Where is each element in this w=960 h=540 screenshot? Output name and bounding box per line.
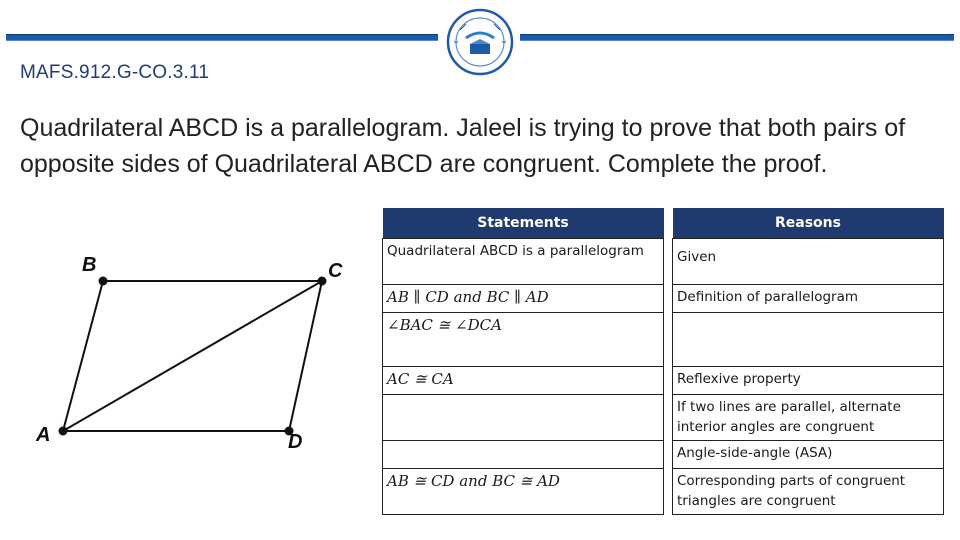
label-d: D [288, 431, 303, 453]
reason-cell: Corresponding parts of congruent triangles are congruent [673, 469, 944, 515]
parallelogram-diagram [30, 245, 360, 460]
reason-cell: Reflexive property [673, 367, 944, 395]
header-rule-right [520, 34, 954, 41]
statement-cell: AB ≅ CD and BC ≅ AD [383, 469, 664, 515]
label-c: C [328, 260, 343, 282]
statement-cell: AB ∥ CD and BC ∥ AD [383, 285, 664, 313]
proof-row [383, 469, 944, 515]
row-gap [664, 313, 673, 367]
row-gap [664, 469, 673, 515]
proof-table [382, 208, 944, 515]
proof-row [383, 313, 944, 367]
side-cd [289, 281, 322, 431]
standard-code: MAFS.912.G-CO.3.11 [20, 62, 210, 83]
vertex-c [318, 277, 327, 286]
proof-row [383, 239, 944, 285]
row-gap [664, 285, 673, 313]
proof-row [383, 367, 944, 395]
reason-cell: Definition of parallelogram [673, 285, 944, 313]
statements-header: Statements [383, 208, 664, 239]
vertex-b [99, 277, 108, 286]
statement-cell: Quadrilateral ABCD is a parallelogram [383, 239, 664, 285]
proof-header-row [383, 208, 944, 239]
row-gap [664, 441, 673, 469]
row-gap [664, 239, 673, 285]
side-ab [63, 281, 103, 431]
header-gap [664, 208, 673, 239]
statement-cell-blank[interactable] [383, 441, 664, 469]
diagonal-ac [63, 281, 322, 431]
proof-row [383, 285, 944, 313]
problem-statement: Quadrilateral ABCD is a parallelogram. Jaleel is trying to prove that both pairs of opposite sides of Quadrilateral ABCD are congruent. Complete the proof. [20, 114, 906, 178]
row-gap [664, 395, 673, 441]
statement-cell: AC ≅ CA [383, 367, 664, 395]
reasons-header: Reasons [673, 208, 944, 239]
vertex-a [59, 427, 68, 436]
reason-cell: If two lines are parallel, alternate interior angles are congruent [673, 395, 944, 441]
reason-cell-blank[interactable] [673, 313, 944, 367]
statement-cell: ∠BAC ≅ ∠DCA [383, 313, 664, 367]
reason-cell: Given [673, 239, 944, 285]
header-rule-left [6, 34, 438, 41]
label-a: A [36, 424, 51, 446]
statement-cell-blank[interactable] [383, 395, 664, 441]
row-gap [664, 367, 673, 395]
reason-cell: Angle-side-angle (ASA) [673, 441, 944, 469]
label-b: B [82, 254, 97, 276]
proof-row [383, 395, 944, 441]
proof-row [383, 441, 944, 469]
school-district-seal-icon [446, 8, 514, 76]
